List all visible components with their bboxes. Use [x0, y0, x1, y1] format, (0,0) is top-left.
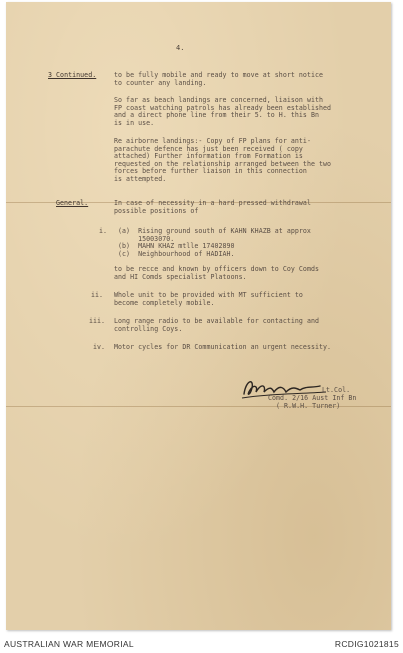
- item-ii-number: ii.: [91, 291, 104, 299]
- item-i-positions: (a) Rising ground south of KAHN KHAZB at approx 15003070. (b) MAHN KHAZ mtlle 17402890 (c) Neighbourhood of HADIAH.: [118, 227, 311, 258]
- paragraph-mobility: to be fully mobile and ready to move at short notice to counter any landing.: [114, 71, 324, 87]
- page-number: 4.: [176, 44, 185, 52]
- item-iv-text: Motor cycles for DR Communication an urgent necessity.: [114, 343, 332, 351]
- item-ii-text: Whole unit to be provided with MT sufficient to become completely mobile.: [114, 291, 303, 307]
- footer-institution: AUSTRALIAN WAR MEMORIAL: [4, 639, 134, 649]
- section-heading-general: General.: [56, 199, 89, 207]
- item-iii-number: iii.: [89, 317, 106, 325]
- paragraph-airborne-landings: Re airborne landings:- Copy of FP plans for anti- parachute defence has just been received ( copy attached) Further information from Formation is requested on the relationship arranged between the two forces before further liaison in this connection is attempted.: [114, 137, 332, 183]
- paragraph-beach-landings: So far as beach landings are concerned, liaison with FP coast watching patrols has already been established and a direct phone line from their 5. to H. this Bn is in use.: [114, 96, 332, 127]
- item-i-number: i.: [99, 227, 108, 235]
- document-page: [6, 2, 391, 630]
- signature-rank: Lt.Col.: [322, 386, 351, 394]
- item-iii-text: Long range radio to be available for contacting and controlling Coys.: [114, 317, 320, 333]
- item-iv-number: iv.: [93, 343, 106, 351]
- paragraph-general-intro: In case of necessity in a hard pressed withdrawal possible positions of: [114, 199, 311, 215]
- signature-title: Comd. 2/16 Aust Inf Bn: [268, 394, 357, 402]
- item-i-continuation: to be recce and known by officers down to Coy Comds and HI Comds specialist Platoons.: [114, 265, 320, 281]
- archive-footer: [0, 635, 403, 653]
- signature-name: ( R.W.H. Turner): [276, 402, 341, 410]
- section-heading-continued: 3 Continued.: [48, 71, 97, 79]
- footer-reference-id: RCDIG1021815: [334, 639, 399, 649]
